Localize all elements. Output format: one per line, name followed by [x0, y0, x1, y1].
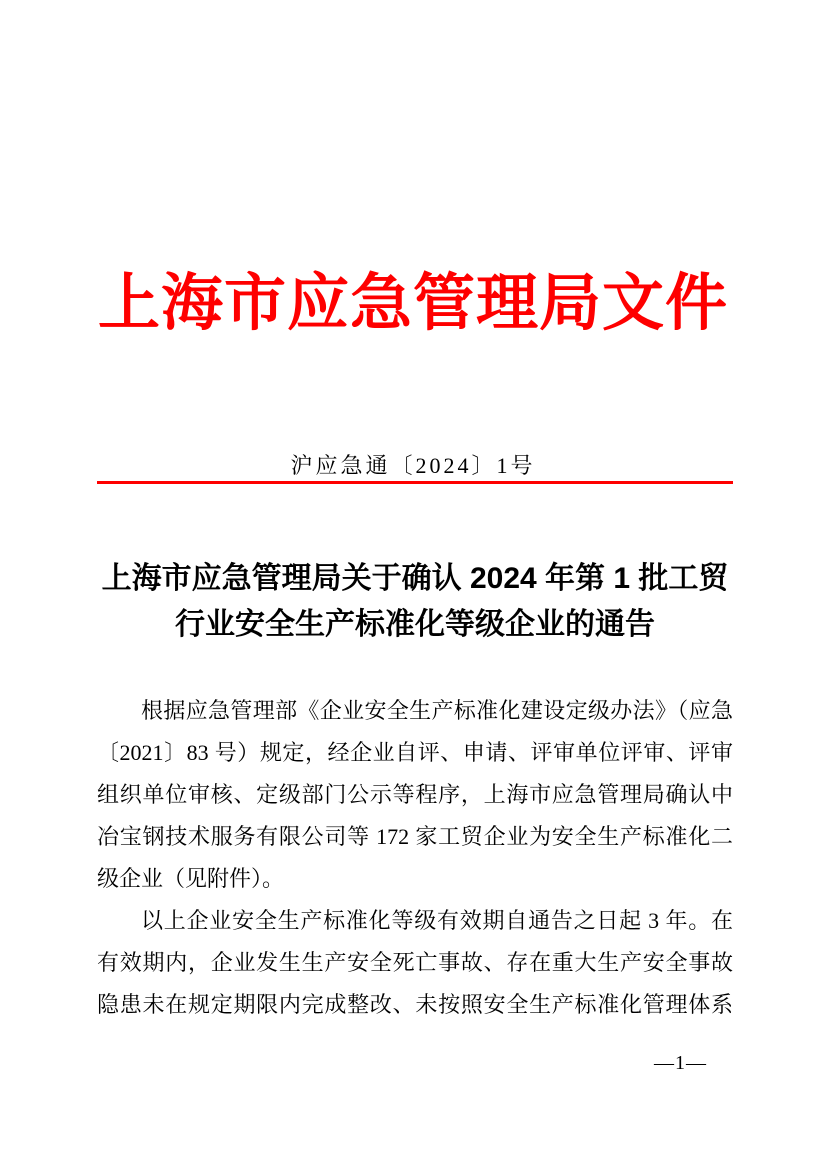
- document-title: [97, 556, 733, 648]
- body-line: 冶宝钢技术服务有限公司等 172 家工贸企业为安全生产标准化二: [97, 824, 733, 849]
- red-separator-line: [97, 481, 733, 484]
- body-line: 根据应急管理部《企业安全生产标准化建设定级办法》（应急: [141, 698, 733, 723]
- body-line: 级企业（见附件）。: [97, 866, 285, 891]
- document-title-line2: 行业安全生产标准化等级企业的通告: [175, 608, 655, 641]
- body-line: 有效期内，企业发生生产安全死亡事故、存在重大生产安全事故: [97, 950, 733, 975]
- page-number: —1—: [654, 1052, 707, 1074]
- letterhead-org-title: 上海市应急管理局文件: [97, 269, 728, 338]
- body-line: 隐患未在规定期限内完成整改、未按照安全生产标准化管理体系: [97, 992, 733, 1017]
- doc-reference-number: 沪应急通〔2024〕1号: [290, 453, 536, 478]
- body-line: 组织单位审核、定级部门公示等程序，上海市应急管理局确认中: [97, 782, 733, 807]
- body-line: 〔2021〕83 号）规定，经企业自评、申请、评审单位评审、评审: [97, 740, 733, 765]
- body-line: 以上企业安全生产标准化等级有效期自通告之日起 3 年。在: [141, 908, 733, 933]
- document-title-line1: 上海市应急管理局关于确认 2024 年第 1 批工贸: [101, 562, 729, 595]
- document-body: [97, 690, 733, 1026]
